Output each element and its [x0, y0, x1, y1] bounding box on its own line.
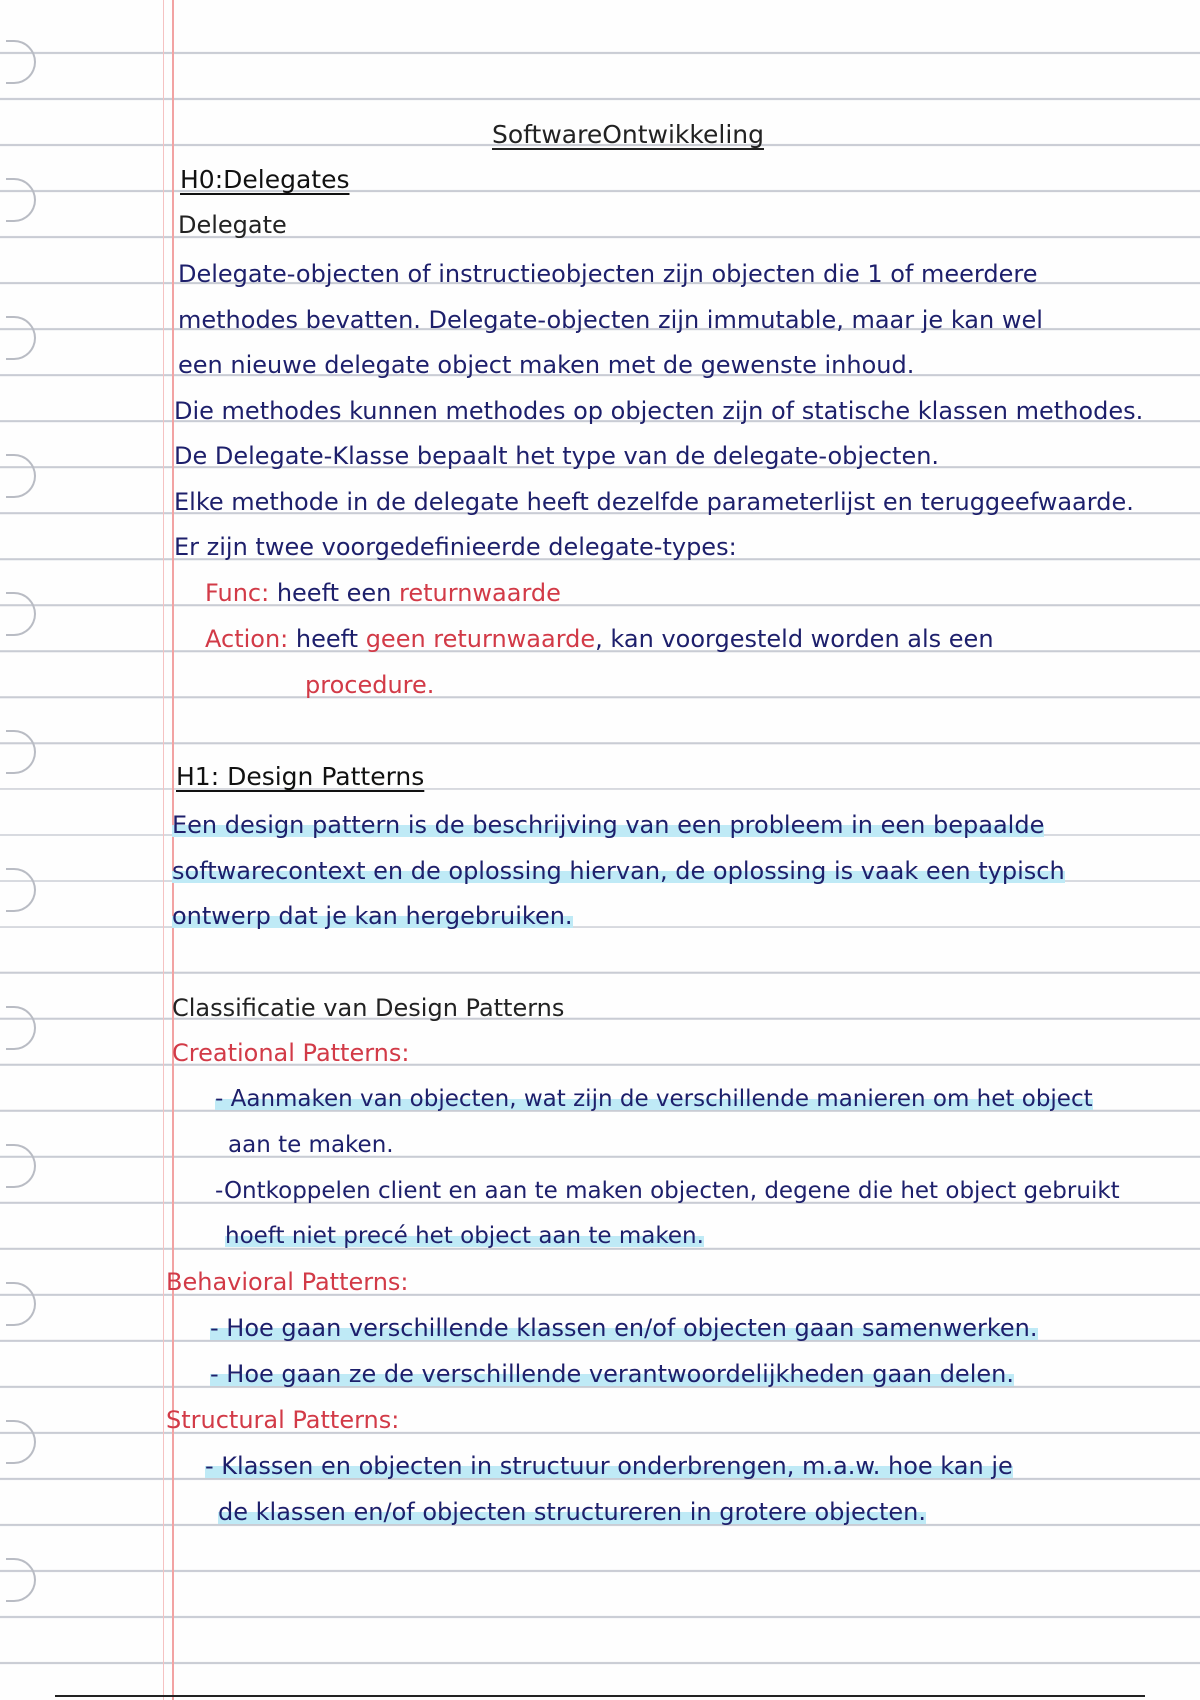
text-line: een nieuwe delegate object maken met de gewenste inhoud. — [178, 351, 915, 379]
page-title: SoftwareOntwikkeling — [492, 120, 764, 149]
text-line: softwarecontext en de oplossing hiervan, de oplossing is vaak een typisch — [172, 857, 1065, 885]
func-line — [205, 578, 561, 608]
structural-label: Structural Patterns: — [166, 1406, 400, 1434]
text-line: methodes bevatten. Delegate-objecten zijn immutable, maar je kan wel — [178, 306, 1043, 334]
text-line: ontwerp dat je kan hergebruiken. — [172, 902, 573, 930]
creational-item: aan te maken. — [228, 1132, 394, 1158]
text-line: Een design pattern is de beschrijving van een probleem in een bepaalde — [172, 811, 1045, 839]
action-text: heeft — [288, 625, 366, 653]
action-text-cont: , kan voorgesteld worden als een — [595, 625, 994, 653]
creational-label: Creational Patterns: — [172, 1039, 410, 1067]
action-label: Action: — [205, 625, 289, 653]
text-line: Elke methode in de delegate heeft dezelfde parameterlijst en teruggeefwaarde. — [174, 488, 1134, 516]
creational-item: hoeft niet precé het object aan te maken. — [225, 1223, 704, 1249]
behavioral-item: - Hoe gaan verschillende klassen en/of objecten gaan samenwerken. — [210, 1314, 1038, 1342]
func-label: Func: — [205, 579, 270, 607]
section-heading-h0: H0:Delegates — [180, 165, 350, 194]
structural-item: de klassen en/of objecten structureren in grotere objecten. — [218, 1498, 926, 1526]
section-heading-h1: H1: Design Patterns — [176, 762, 425, 791]
structural-item: - Klassen en objecten in structuur onderbrengen, m.a.w. hoe kan je — [205, 1452, 1013, 1480]
func-text: heeft een — [269, 579, 400, 607]
subheading-delegate: Delegate — [178, 211, 287, 239]
func-return: returnwaarde — [399, 579, 561, 607]
action-no-return: geen returnwaarde — [365, 625, 596, 653]
classification-title: Classificatie van Design Patterns — [172, 994, 565, 1022]
behavioral-label: Behavioral Patterns: — [166, 1268, 409, 1296]
action-procedure: procedure. — [305, 671, 435, 699]
action-line — [205, 624, 994, 654]
text-line: De Delegate-Klasse bepaalt het type van de delegate-objecten. — [174, 442, 940, 470]
text-line: Delegate-objecten of instructieobjecten zijn objecten die 1 of meerdere — [178, 260, 1038, 288]
creational-item: -Ontkoppelen client en aan te maken objecten, degene die het object gebruikt — [215, 1178, 1120, 1204]
text-line: Die methodes kunnen methodes op objecten zijn of statische klassen methodes. — [174, 397, 1144, 425]
behavioral-item: - Hoe gaan ze de verschillende verantwoordelijkheden gaan delen. — [210, 1360, 1014, 1388]
creational-item: - Aanmaken van objecten, wat zijn de verschillende manieren om het object — [215, 1086, 1093, 1112]
text-line: Er zijn twee voorgedefinieerde delegate-types: — [174, 533, 737, 561]
